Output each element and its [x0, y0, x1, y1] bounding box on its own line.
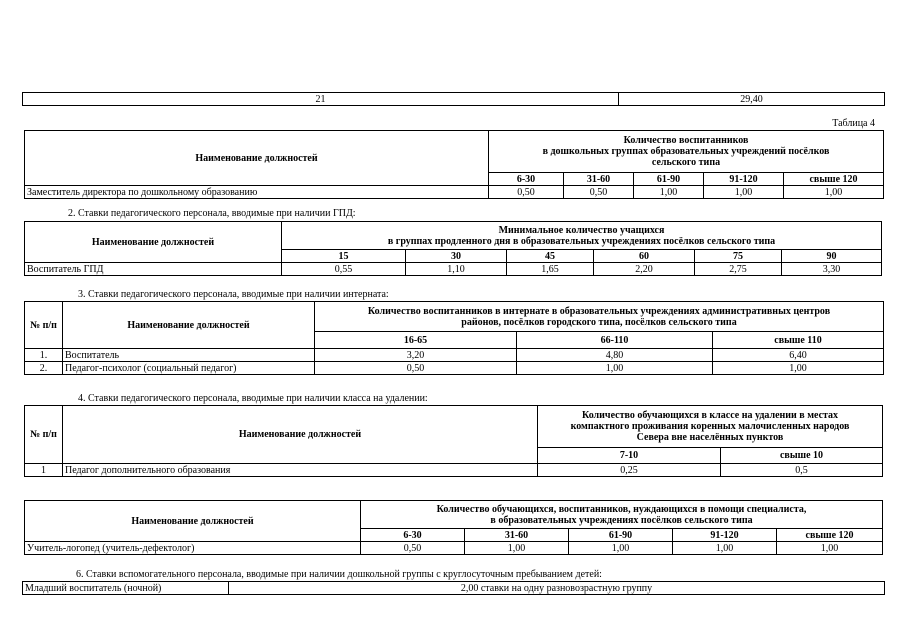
section5-row-name: Учитель-логопед (учитель-дефектолог): [25, 542, 361, 555]
section5-range: свыше 120: [777, 529, 883, 542]
section5-group-title: [361, 501, 883, 529]
section2-group-title-line: Минимальное количество учащихся: [498, 224, 665, 236]
section4-row-num: 1: [25, 464, 63, 477]
table4-range: 6-30: [489, 173, 564, 186]
section2-range: 90: [782, 250, 882, 263]
table-row: [25, 362, 884, 375]
section4-range: 7-10: [538, 448, 721, 464]
section2-row-name: Воспитатель ГПД: [25, 263, 282, 276]
table4-group-title: [489, 131, 884, 173]
table4-row-name: Заместитель директора по дошкольному образованию: [25, 186, 489, 199]
section4-num-title: № п/п: [25, 406, 63, 464]
table4-group-title-line: в дошкольных группах образовательных учреждений посёлков: [542, 146, 830, 157]
table4-cell: 1,00: [784, 186, 884, 199]
table4-group-title-line: сельского типа: [651, 157, 721, 168]
section2-range: 30: [406, 250, 507, 263]
table4-cell: 1,00: [634, 186, 704, 199]
section6-row-name: Младший воспитатель (ночной): [23, 582, 229, 595]
table4-cell: 0,50: [489, 186, 564, 199]
section3-row-name: Педагог-психолог (социальный педагог): [63, 362, 315, 375]
section4-col-title: Наименование должностей: [63, 406, 538, 464]
section3-group-title: [315, 302, 884, 332]
section2-range: 15: [282, 250, 406, 263]
section2-cell: 2,20: [594, 263, 695, 276]
section3-range: 66-110: [517, 332, 713, 349]
section3-range: 16-65: [315, 332, 517, 349]
section2-range: 75: [695, 250, 782, 263]
table4-caption: Таблица 4: [832, 118, 875, 129]
section2-cell: 0,55: [282, 263, 406, 276]
section2-cell: 1,65: [507, 263, 594, 276]
section3-col-title: Наименование должностей: [63, 302, 315, 349]
section5-cell: 1,00: [465, 542, 569, 555]
section5-range: 91-120: [673, 529, 777, 542]
section2-table: [24, 221, 882, 276]
section5-cell: 0,50: [361, 542, 465, 555]
section5-group-title-line: Количество обучающихся, воспитанников, нуждающихся в помощи специалиста,: [436, 503, 807, 515]
section3-cell: 1,00: [517, 362, 713, 375]
section2-col-title: Наименование должностей: [25, 222, 282, 263]
table4-range: 61-90: [634, 173, 704, 186]
section2-cell: 1,10: [406, 263, 507, 276]
section3-num-title: № п/п: [25, 302, 63, 349]
section3-cell: 3,20: [315, 349, 517, 362]
section2-group-title: [282, 222, 882, 250]
section5-group-title-line: в образовательных учреждениях посёлков сельского типа: [490, 514, 753, 526]
section2-heading: 2. Ставки педагогического персонала, вводимые при наличии ГПД:: [68, 208, 356, 219]
section3-cell: 6,40: [713, 349, 884, 362]
section4-row-name: Педагог дополнительного образования: [63, 464, 538, 477]
table-row: [25, 263, 882, 276]
section2-cell: 2,75: [695, 263, 782, 276]
top-row-table: [22, 92, 885, 106]
section5-cell: 1,00: [569, 542, 673, 555]
section4-group-title-line: Количество обучающихся в классе на удалении в местах: [581, 410, 839, 421]
table4: [24, 130, 884, 199]
table4-cell: 1,00: [704, 186, 784, 199]
section3-heading: 3. Ставки педагогического персонала, вводимые при наличии интерната:: [78, 289, 389, 300]
section2-range: 60: [594, 250, 695, 263]
section5-range: 31-60: [465, 529, 569, 542]
section5-cell: 1,00: [777, 542, 883, 555]
section6-row-value: 2,00 ставки на одну разновозрастную группу: [229, 582, 885, 595]
section5-table: [24, 500, 883, 555]
section3-row-num: 1.: [25, 349, 63, 362]
table-row: [23, 582, 885, 595]
section3-table: [24, 301, 884, 375]
table-row: [25, 186, 884, 199]
section3-row-num: 2.: [25, 362, 63, 375]
section4-group-title: [538, 406, 883, 448]
section5-cell: 1,00: [673, 542, 777, 555]
section5-range: 61-90: [569, 529, 673, 542]
table-row: [25, 464, 883, 477]
table4-range: свыше 120: [784, 173, 884, 186]
section4-table: [24, 405, 883, 477]
table-row: [25, 349, 884, 362]
section3-range: свыше 110: [713, 332, 884, 349]
section3-cell: 0,50: [315, 362, 517, 375]
section4-cell: 0,25: [538, 464, 721, 477]
table4-col-title: Наименование должностей: [25, 131, 489, 186]
section5-range: 6-30: [361, 529, 465, 542]
section4-heading: 4. Ставки педагогического персонала, вводимые при наличии класса на удалении:: [78, 393, 428, 404]
top-row-left-value: 21: [23, 93, 619, 106]
section5-col-title: Наименование должностей: [25, 501, 361, 542]
section4-range: свыше 10: [721, 448, 883, 464]
section6-heading: 6. Ставки вспомогательного персонала, вводимые при наличии дошкольной группы с круглосуточным пребыванием детей:: [76, 569, 602, 580]
section4-group-title-line: Севера вне населённых пунктов: [636, 432, 784, 443]
table-row: [25, 542, 883, 555]
section4-group-title-line: компактного проживания коренных малочисленных народов: [570, 421, 850, 432]
section3-group-title-line: Количество воспитанников в интернате в образовательных учреждениях административных центров: [367, 305, 831, 317]
section4-cell: 0,5: [721, 464, 883, 477]
section2-group-title-line: в группах продленного дня в образовательных учреждениях посёлков сельского типа: [387, 235, 776, 247]
section3-cell: 1,00: [713, 362, 884, 375]
table4-cell: 0,50: [564, 186, 634, 199]
section2-range: 45: [507, 250, 594, 263]
table4-range: 91-120: [704, 173, 784, 186]
top-row-right-value: 29,40: [619, 93, 885, 106]
section3-group-title-line: районов, посёлков городского типа, посёлков сельского типа: [461, 316, 737, 328]
table4-group-title-line: Количество воспитанников: [623, 135, 749, 146]
section3-cell: 4,80: [517, 349, 713, 362]
section6-table: [22, 581, 885, 595]
section2-cell: 3,30: [782, 263, 882, 276]
section3-row-name: Воспитатель: [63, 349, 315, 362]
table4-range: 31-60: [564, 173, 634, 186]
